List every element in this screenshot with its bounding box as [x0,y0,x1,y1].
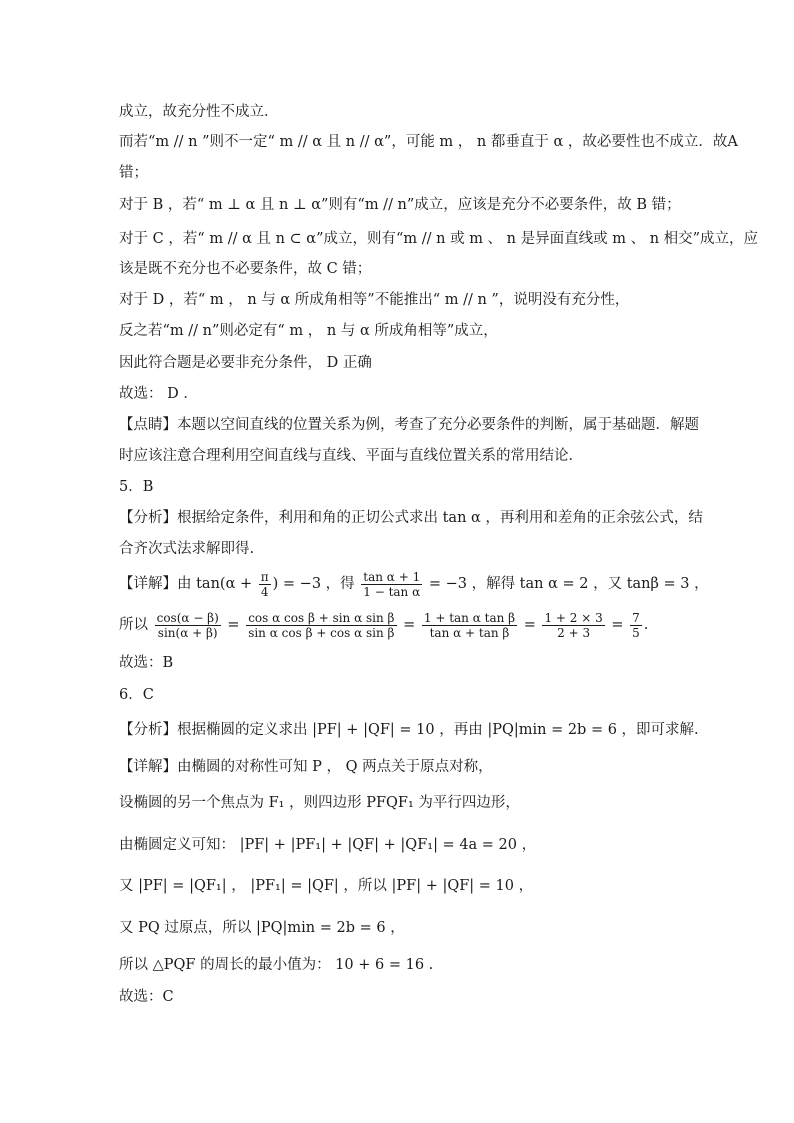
text-line: 合齐次式法求解即得. [119,541,255,557]
text-line: 对于 B ，若“ m ⊥ α 且 n ⊥ α”则有“m // n”成立，应该是充分不必要条件，故 B 错； [119,197,681,213]
text-line: 错； [119,165,148,181]
text-line: 【点睛】本题以空间直线的位置关系为例，考查了充分必要条件的判断，属于基础题．解题 [119,417,699,433]
text-line: 而若“m // n ”则不一定“ m // α 且 n // α”，可能 m ， n 都垂直于 α ，故必要性也不成立．故A [119,134,738,150]
fraction: $\frac{1 + 2 \times 3}{2 + 3}$ [544,610,603,640]
text-line: 时应该注意合理利用空间直线与直线、平面与直线位置关系的常用结论． [119,448,583,464]
text-line: 反之若“m // n”则必定有“ m ， n 与 α 所成角相等”成立， [119,323,498,339]
equals-sign: = [222,617,245,633]
equals-sign: = [398,617,420,633]
text-line: 又 |PF| = |QF₁| ， |PF₁| = |QF| ，所以 |PF| + |QF| = 10 ， [119,878,534,894]
fraction: $\frac{\cos(\alpha - \beta)}{\sin(\alpha + \beta)}$ [156,610,219,640]
formula-text: ) = −3 ，得 [272,576,360,592]
text-line: 故选：C [119,989,174,1005]
fraction: $\frac{\text{1 + tan α tan β}}{\text{tan α + tan β}}$ [423,610,516,640]
text-line: 设椭圆的另一个焦点为 F₁ ，则四边形 PFQF₁ 为平行四边形， [119,795,520,811]
text-line: 又 PQ 过原点，所以 |PQ|min = 2b = 6 ， [119,920,405,936]
formula-line [119,565,734,603]
equals-sign: = [606,617,629,633]
fraction: $\frac{\pi}{4}$ [260,569,269,599]
fraction: $\frac{\text{tan α + 1}}{\text{1 − tan α}}$ [363,569,421,599]
text-line: 因此符合题是必要非充分条件， D 正确 [119,355,372,371]
text-line: 对于 D ，若“ m ， n 与 α 所成角相等”不能推出“ m // n ”，说明没有充分性， [119,292,630,308]
text-line: 5．B [119,479,154,495]
text-line: 【详解】由椭圆的对称性可知 P ， Q 两点关于原点对称， [119,759,493,775]
text-line: 由椭圆定义可知： |PF| + |PF₁| + |QF| + |QF₁| = 4a = 20 ， [119,837,537,853]
text-line: 【分析】根据椭圆的定义求出 |PF| + |QF| = 10 ，再由 |PQ|min = 2b = 6 ，即可求解. [119,722,699,738]
text-line: 【分析】根据给定条件，利用和角的正切公式求出 tan α ，再利用和差角的正余弦公式，结 [119,510,703,526]
formula-line [119,606,734,644]
text-line: 所以 △PQF 的周长的最小值为： 10 + 6 = 16 . [119,957,434,973]
text-line: 故选： D ． [119,386,198,402]
text-line: 成立，故充分性不成立． [119,104,279,120]
formula-text: = −3 ，解得 tan α = 2 ，又 tanβ = 3 ， [424,576,709,592]
formula-text: 所以 [119,617,153,633]
formula-text: . [643,617,649,633]
text-line: 6．C [119,687,154,703]
text-line: 对于 C ，若“ m // α 且 n ⊂ α”成立，则有“m // n 或 m 、 n 是异面直线或 m 、 n 相交”成立，应 [119,231,759,247]
text-line: 故选：B [119,655,174,671]
equals-sign: = [519,617,541,633]
fraction: $\frac{\text{cos α cos β + sin α sin β}}{\text{sin α cos β + cos α sin β}}$ [248,610,395,640]
text-line: 该是既不充分也不必要条件，故 C 错； [119,261,372,277]
fraction: $\frac{7}{5}$ [632,610,640,640]
formula-text: 【详解】由 tan(α + [119,576,257,592]
